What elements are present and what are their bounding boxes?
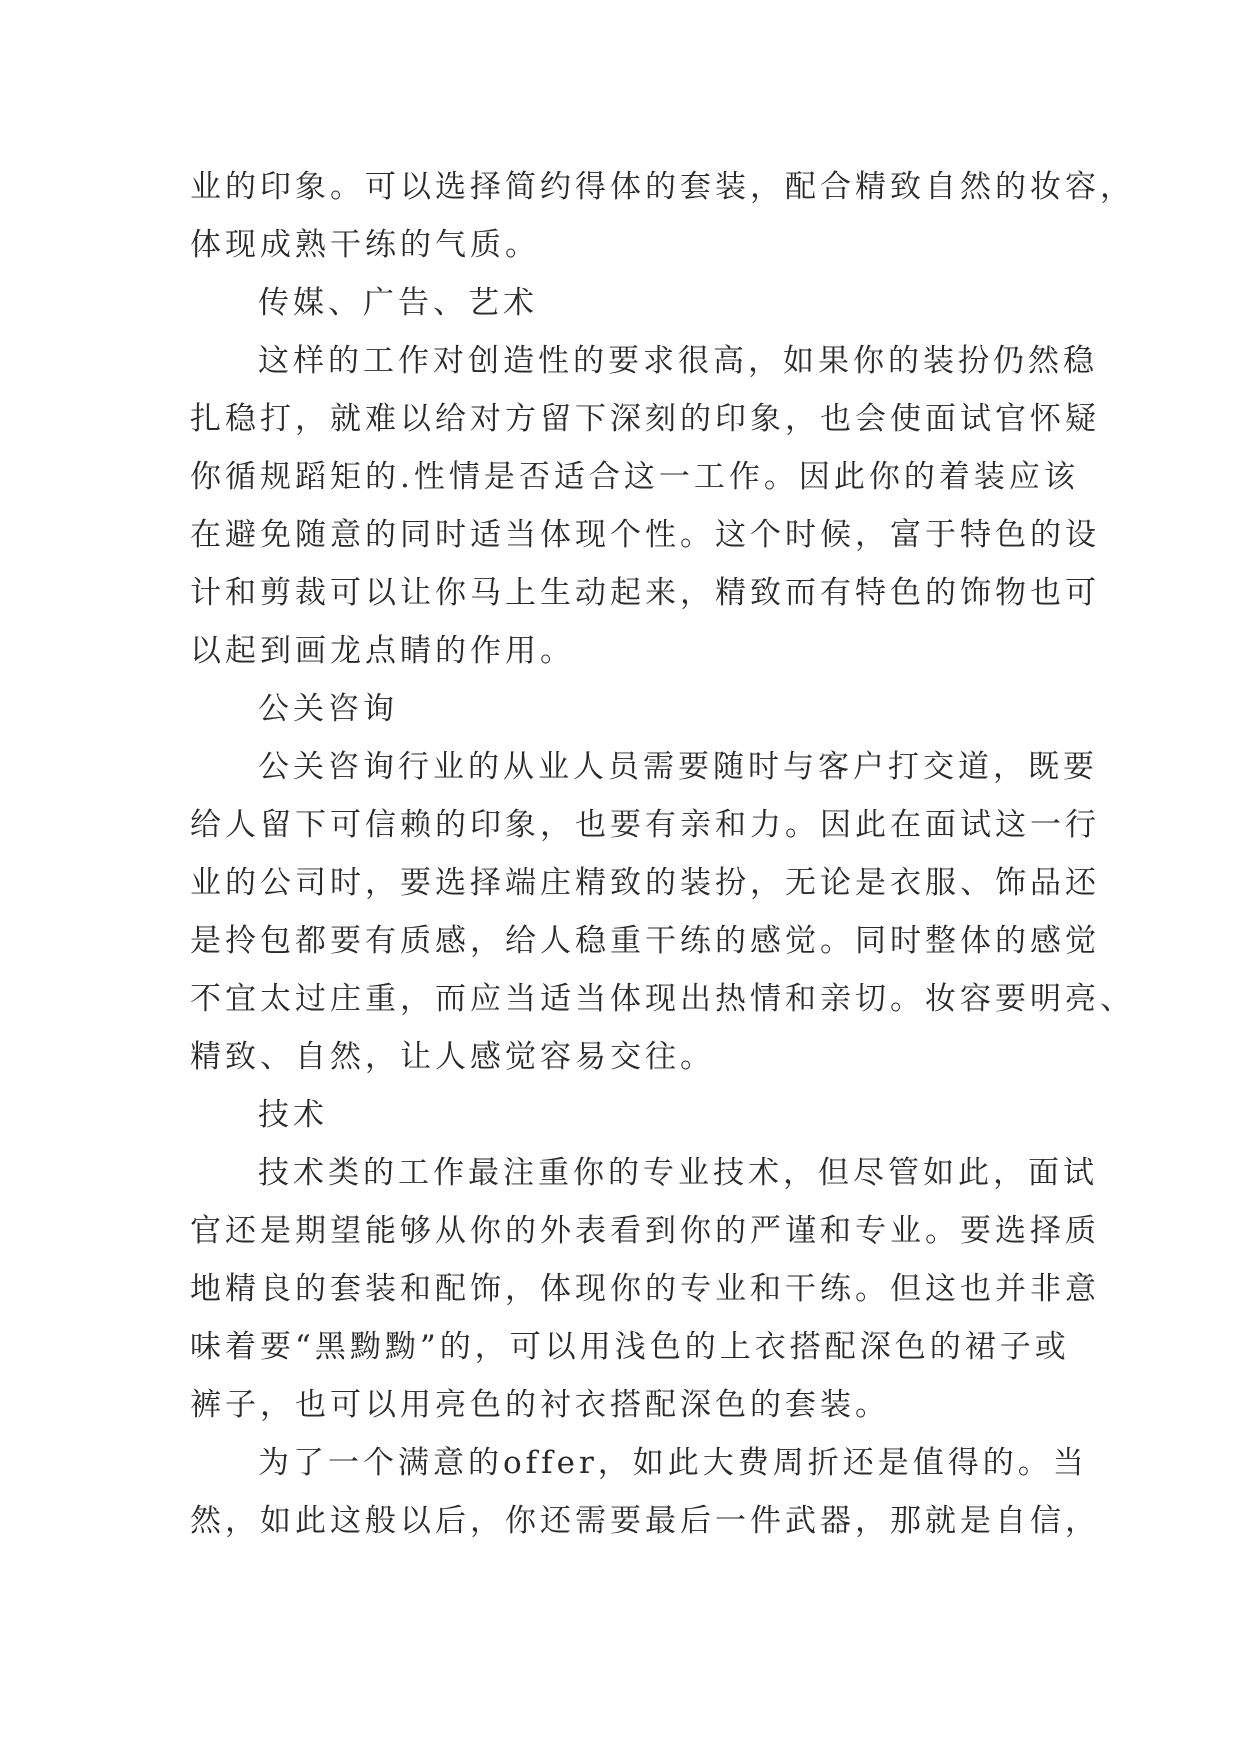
text-line-24: 然，如此这般以后，你还需要最后一件武器，那就是自信， <box>190 1503 1100 1539</box>
text-line-5: 扎稳打，就难以给对方留下深刻的印象，也会使面试官怀疑 <box>190 401 1100 437</box>
text-line-16: 精致、自然，让人感觉容易交往。 <box>190 1039 715 1075</box>
text-line-21: 味着要“黑黝黝”的，可以用浅色的上衣搭配深色的裙子或 <box>190 1329 1070 1365</box>
text-line-22: 裤子，也可以用亮色的衬衣搭配深色的套装。 <box>190 1387 890 1423</box>
text-line-2: 体现成熟干练的气质。 <box>190 227 540 263</box>
text-line-18: 技术类的工作最注重你的专业技术，但尽管如此，面试 <box>258 1155 1098 1191</box>
section-heading-media: 传媒、广告、艺术 <box>258 285 538 321</box>
text-line-20: 地精良的套装和配饰，体现你的专业和干练。但这也并非意 <box>190 1271 1100 1307</box>
text-line-7: 在避免随意的同时适当体现个性。这个时候，富于特色的设 <box>190 517 1100 553</box>
document-body <box>190 158 1135 1550</box>
text-line-9: 以起到画龙点睛的作用。 <box>190 633 575 669</box>
text-line-23: 为了一个满意的offer，如此大费周折还是值得的。当 <box>258 1445 1088 1481</box>
text-line-6: 你循规蹈矩的.性情是否适合这一工作。因此你的着装应该 <box>190 459 1079 495</box>
text-line-15: 不宜太过庄重，而应当适当体现出热情和亲切。妆容要明亮、 <box>190 981 1135 1017</box>
text-line-14: 是拎包都要有质感，给人稳重干练的感觉。同时整体的感觉 <box>190 923 1100 959</box>
text-line-11: 公关咨询行业的从业人员需要随时与客户打交道，既要 <box>258 749 1098 785</box>
section-heading-pr: 公关咨询 <box>258 691 398 727</box>
text-line-19: 官还是期望能够从你的外表看到你的严谨和专业。要选择质 <box>190 1213 1100 1249</box>
text-line-4: 这样的工作对创造性的要求很高，如果你的装扮仍然稳 <box>258 343 1098 379</box>
text-line-1: 业的印象。可以选择简约得体的套装，配合精致自然的妆容， <box>190 169 1135 205</box>
text-line-8: 计和剪裁可以让你马上生动起来，精致而有特色的饰物也可 <box>190 575 1100 611</box>
text-line-12: 给人留下可信赖的印象，也要有亲和力。因此在面试这一行 <box>190 807 1100 843</box>
section-heading-tech: 技术 <box>258 1097 328 1133</box>
text-line-13: 业的公司时，要选择端庄精致的装扮，无论是衣服、饰品还 <box>190 865 1100 901</box>
